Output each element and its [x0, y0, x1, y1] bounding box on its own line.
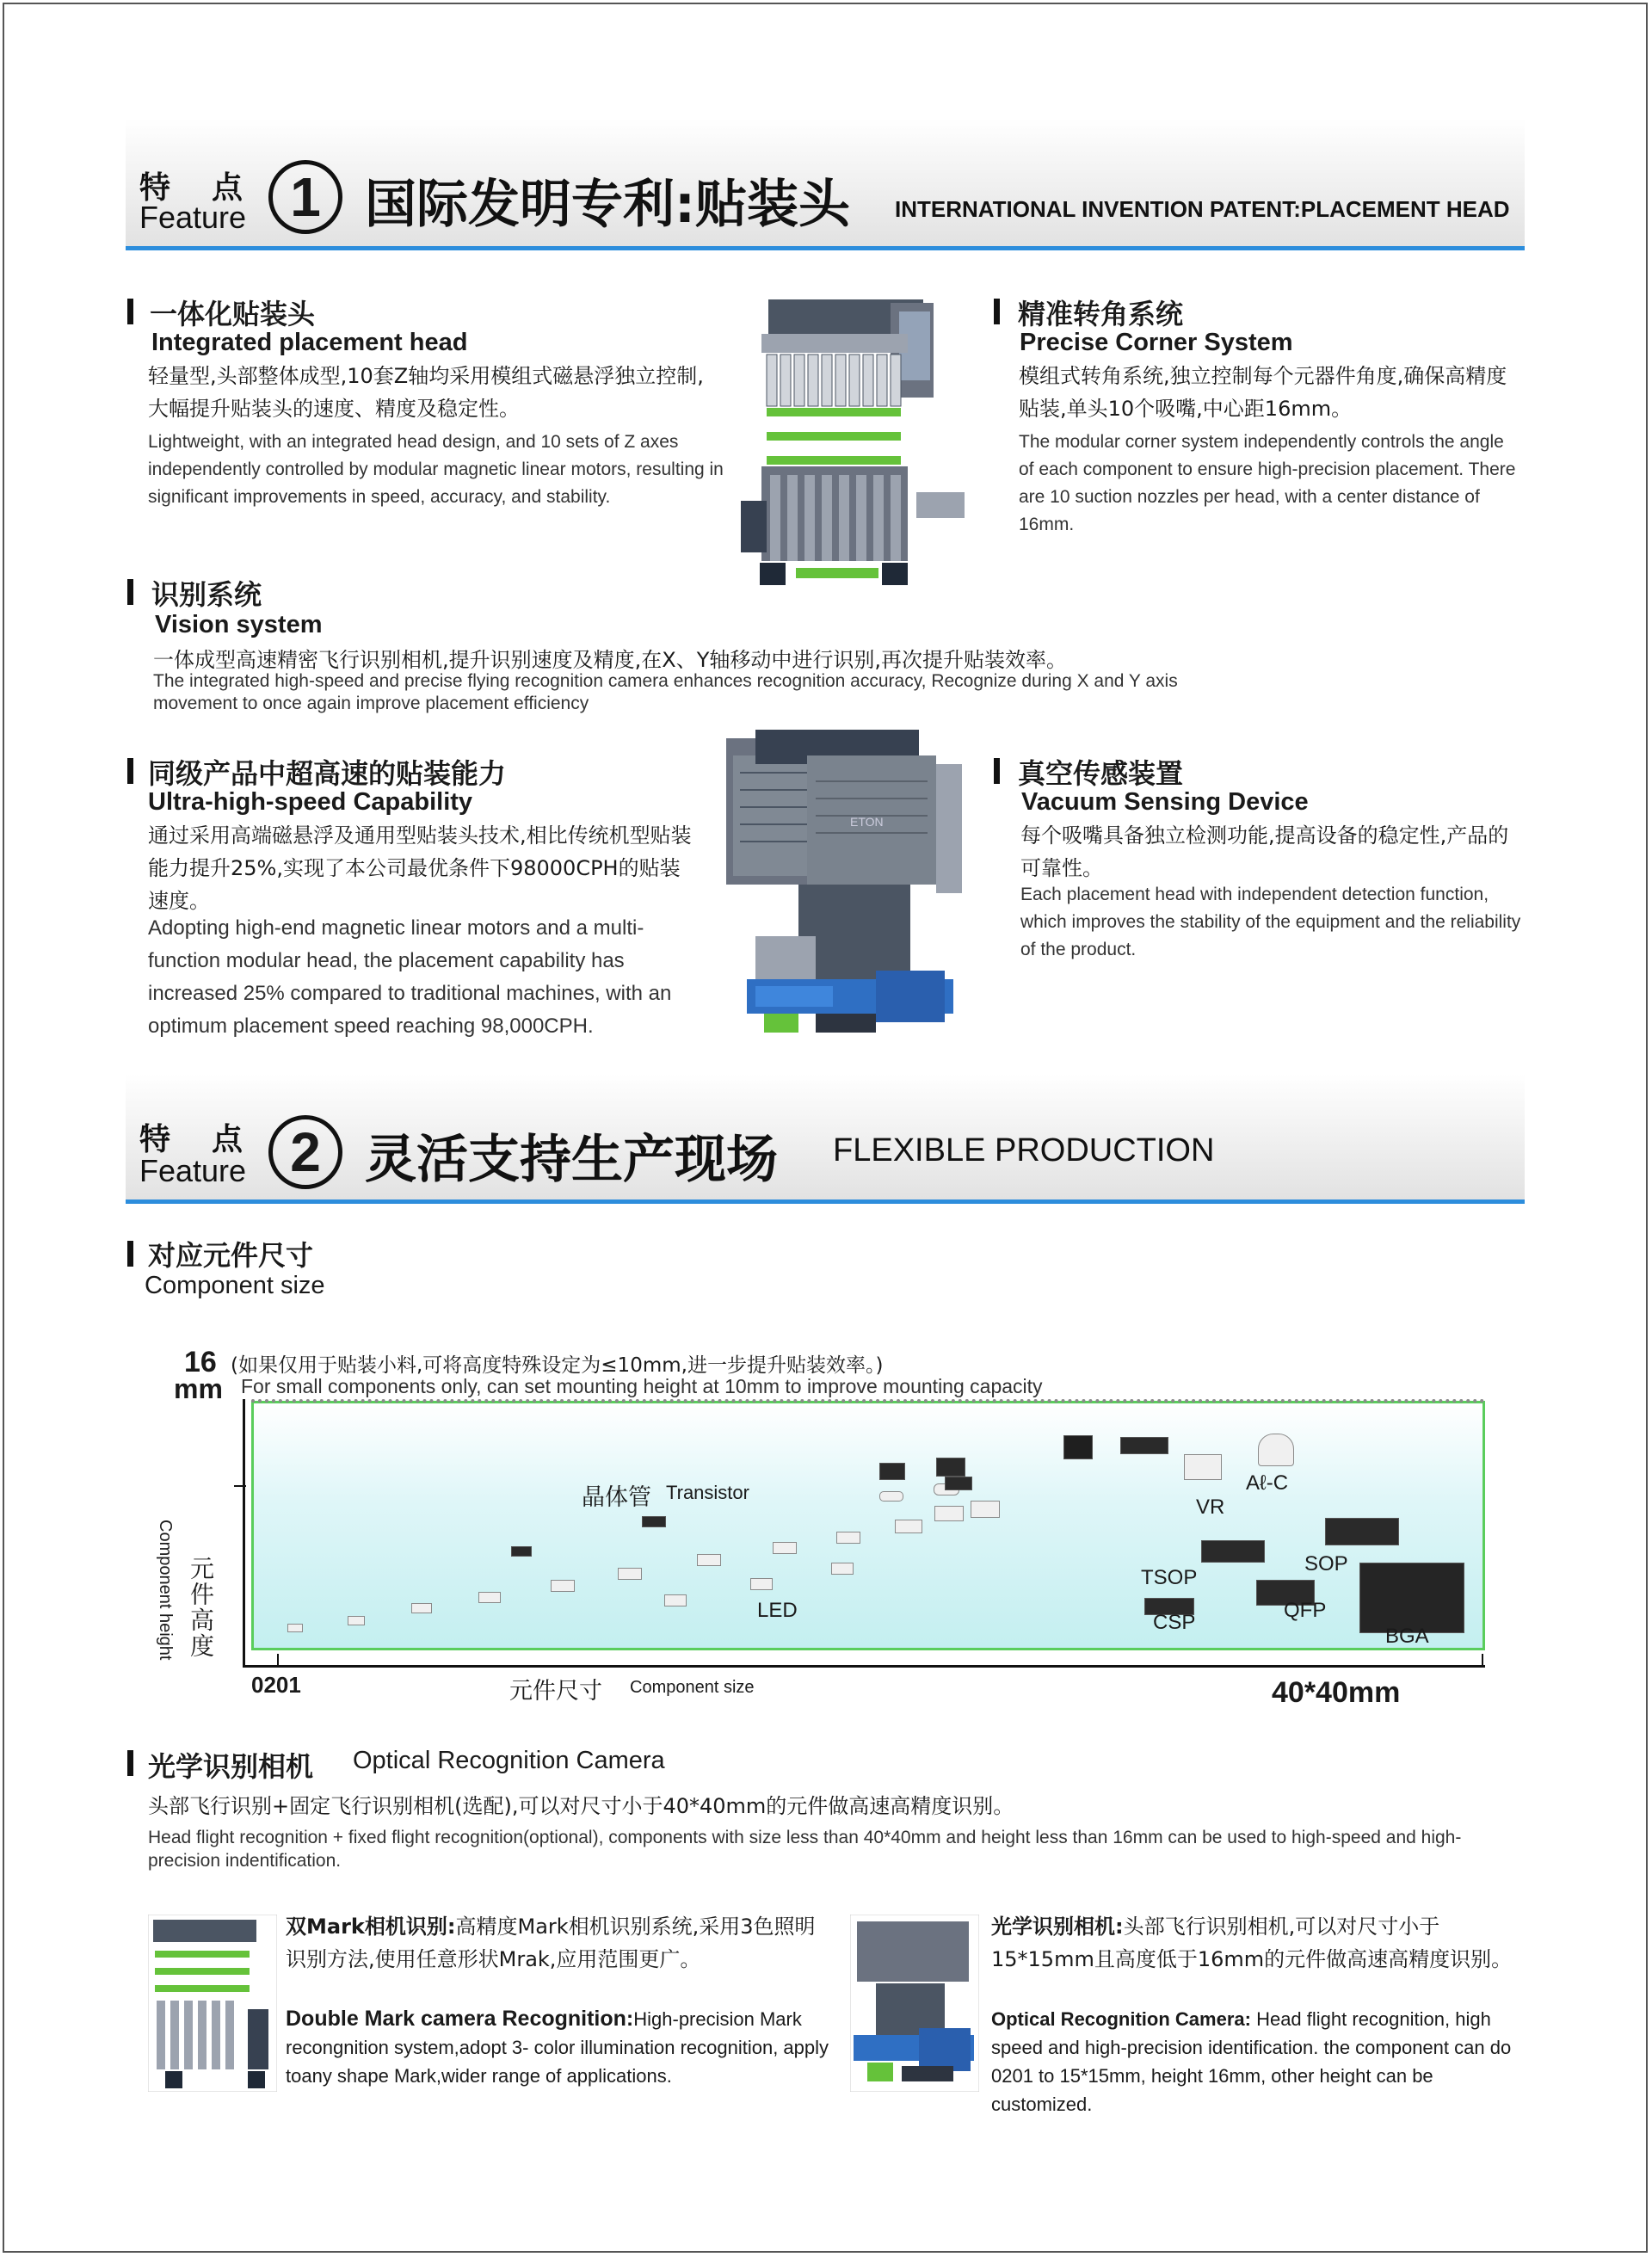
double-mark-body-en: High-precision Mark recongnition system,adopt 3- color illumination recognition, apply toany shape Mark,wider range of applications. — [286, 2008, 829, 2087]
section-marker — [994, 758, 1000, 784]
chip-large — [971, 1501, 1000, 1518]
x-max-label: 40*40mm — [1272, 1676, 1401, 1709]
section-marker — [127, 299, 133, 324]
sop-label: SOP — [1304, 1552, 1348, 1576]
section-marker — [127, 1241, 133, 1267]
feature2-number: 2 — [268, 1115, 342, 1189]
optical-cam-text-en — [991, 2005, 1525, 2118]
double-mark-title-en: Double Mark camera Recognition: — [286, 2007, 634, 2031]
optical-title-en: Optical Recognition Camera — [353, 1747, 665, 1774]
integrated-body-en: Lightweight, with an integrated head design, and 10 sets of Z axes independently controlled by modular magnetic linear motors, resulting in significant improvements in speed, accuracy, and stability. — [148, 432, 724, 507]
component-size-title-en: Component size — [145, 1272, 325, 1299]
optical-cam-title-cn: 光学识别相机: — [991, 1915, 1124, 1939]
x-axis-tick-min — [277, 1654, 279, 1668]
feature2-title-en: FLEXIBLE PRODUCTION — [833, 1132, 1215, 1169]
x-axis — [243, 1665, 1485, 1668]
component-size-title-cn: 对应元件尺寸 — [148, 1239, 314, 1272]
chip-0201 — [287, 1624, 303, 1632]
transistor-chip — [642, 1516, 666, 1527]
integrated-title-en: Integrated placement head — [151, 329, 468, 356]
transistor-chip — [511, 1546, 532, 1557]
vision-title-cn: 识别系统 — [151, 578, 262, 611]
optical-cam-body-cn: 头部飞行识别相机,可以对尺寸小于15*15mm且高度低于16mm的元件做高速高精度识别。 — [991, 1915, 1513, 1971]
vr-component — [1184, 1454, 1222, 1480]
corner-body-cn: 模组式转角系统,独立控制每个元器件角度,确保高精度贴装,单头10个吸嘴,中心距16mm。 — [1019, 364, 1507, 421]
height-value: 16 — [184, 1346, 217, 1378]
double-mark-title-cn: 双Mark相机识别: — [286, 1915, 456, 1939]
x-label-en: Component size — [630, 1678, 755, 1697]
chip-1210 — [618, 1568, 642, 1580]
y-axis-tick — [234, 1485, 246, 1487]
placement-head-image — [736, 294, 968, 606]
tsop-label: TSOP — [1141, 1566, 1198, 1589]
vacuum-body-cn: 每个吸嘴具备独立检测功能,提高设备的稳定性,产品的可靠性。 — [1020, 823, 1509, 880]
corner-title-cn: 精准转角系统 — [1018, 298, 1184, 330]
integrated-title-cn: 一体化贴装头 — [150, 298, 316, 330]
feature2-title-cn: 灵活支持生产现场 — [365, 1130, 778, 1190]
optical-cam-title-en: Optical Recognition Camera: — [991, 2008, 1251, 2030]
tsop-chip — [1201, 1540, 1265, 1563]
x-axis-tick-max — [1482, 1654, 1483, 1668]
x-min-label: 0201 — [251, 1672, 301, 1698]
optical-cam-body-en: Head flight recognition, high speed and high-precision identification. the component can do 0201 to 15*15mm, height 16mm, other height can be customized. — [991, 2008, 1512, 2115]
chip-1206 — [551, 1580, 575, 1592]
corner-title-en: Precise Corner System — [1020, 329, 1293, 356]
feature1-number: 1 — [268, 160, 342, 234]
sop-chip — [1325, 1518, 1399, 1545]
connector — [1120, 1437, 1168, 1454]
x-label-cn: 元件尺寸 — [509, 1678, 602, 1705]
section-marker — [127, 579, 133, 605]
chip-large — [895, 1520, 922, 1533]
led-chip — [831, 1563, 854, 1575]
placement-machine-image — [721, 721, 979, 1038]
speed-title-en: Ultra-high-speed Capability — [148, 788, 473, 816]
height-unit: mm — [174, 1373, 223, 1404]
speed-title-cn: 同级产品中超高速的贴装能力 — [148, 757, 507, 790]
y-label-cn: 元件高度 — [187, 1556, 215, 1659]
section-marker — [127, 1750, 133, 1776]
section-marker — [127, 758, 133, 784]
speed-body-cn: 通过采用高端磁悬浮及通用型贴装头技术,相比传统机型贴装能力提升25%,实现了本公司最优条件下98000CPH的贴装速度。 — [148, 823, 692, 913]
chip-0402 — [348, 1616, 365, 1625]
qfp-label: QFP — [1284, 1599, 1327, 1622]
electrolytic-cap — [1063, 1435, 1093, 1459]
led-chip — [750, 1578, 773, 1590]
transistor-label-cn: 晶体管 — [582, 1484, 651, 1510]
bga-chip — [1359, 1563, 1464, 1633]
feature2-label-en: Feature — [139, 1153, 247, 1188]
vacuum-title-en: Vacuum Sensing Device — [1021, 788, 1309, 816]
vision-title-en: Vision system — [155, 611, 323, 638]
optical-cam-text-cn — [991, 1910, 1516, 1976]
corner-body-en: The modular corner system independently controls the angle of each component to ensure high-precision placement. There are 10 suction nozzles per head, with a center distance of 16mm. — [1019, 432, 1516, 534]
height-limit-line — [251, 1399, 1485, 1403]
vision-body-cn: 一体成型高速精密飞行识别相机,提升识别速度及精度,在X、Y轴移动中进行识别,再次提升贴装效率。 — [153, 648, 1067, 672]
double-mark-text-en — [286, 2005, 836, 2090]
feature1-title-cn: 国际发明专利:贴装头 — [365, 175, 850, 235]
double-mark-body-cn: 高精度Mark相机识别系统,采用3色照明识别方法,使用任意形状Mrak,应用范围更广。 — [286, 1915, 816, 1971]
vision-body-en: The integrated high-speed and precise flying recognition camera enhances recognition accuracy, Recognize during X and Y axis movement to once again improve placement efficiency — [153, 671, 1178, 713]
transistor-label-en: Transistor — [666, 1482, 749, 1503]
alc-label: Aℓ-C — [1246, 1471, 1289, 1495]
chip-1812 — [697, 1554, 721, 1566]
y-label-en: Component height — [156, 1520, 175, 1661]
chip-large — [934, 1506, 964, 1521]
vr-label: VR — [1196, 1495, 1225, 1519]
optical-camera-image — [850, 1915, 979, 2092]
dpak — [945, 1477, 972, 1490]
y-axis — [243, 1399, 245, 1668]
alc-capacitor — [1258, 1434, 1294, 1466]
speed-body-en: Adopting high-end magnetic linear motors and a multi-function modular head, the placement capability has increased 25% compared to traditional machines, with an optimum placement speed reaching 98,000CPH. — [148, 916, 672, 1038]
optical-body-cn: 头部飞行识别+固定飞行识别相机(选配),可以对尺寸小于40*40mm的元件做高速高精度识别。 — [148, 1794, 1014, 1818]
dpak — [879, 1463, 905, 1480]
feature1-label-en: Feature — [139, 200, 247, 235]
chip-2010 — [773, 1542, 797, 1554]
led-label: LED — [757, 1599, 798, 1622]
optical-body-en: Head flight recognition + fixed flight recognition(optional), components with size less than 40*40mm and height less than 16mm can be used to high-speed and high-precision indentification. — [148, 1828, 1462, 1871]
bga-label: BGA — [1385, 1625, 1429, 1648]
feature1-label-cn: 特点 — [139, 170, 285, 206]
double-mark-image — [148, 1915, 277, 2092]
feature1-title-en: INTERNATIONAL INVENTION PATENT:PLACEMENT HEAD — [895, 196, 1510, 222]
chip-0805 — [478, 1592, 501, 1603]
machine-logo: ETON — [850, 815, 884, 829]
height-note-cn: (如果仅用于贴装小料,可将高度特殊设定为≤10mm,进一步提升贴装效率。) — [231, 1354, 884, 1377]
integrated-body-cn: 轻量型,头部整体成型,10套Z轴均采用模组式磁悬浮独立控制,大幅提升贴装头的速度、精度及稳定性。 — [148, 364, 704, 421]
vacuum-title-cn: 真空传感装置 — [1018, 757, 1184, 790]
height-note-en: For small components only, can set mounting height at 10mm to improve mounting capacity — [241, 1375, 1043, 1397]
double-mark-text-cn — [286, 1910, 828, 1976]
section-marker — [994, 299, 1000, 324]
dpak — [936, 1458, 965, 1477]
chip-2512 — [836, 1532, 860, 1544]
optical-title-cn: 光学识别相机 — [148, 1750, 314, 1783]
feature2-label-cn: 特点 — [139, 1122, 285, 1157]
chip-0603 — [411, 1603, 432, 1613]
led-chip — [664, 1594, 687, 1606]
vacuum-body-en: Each placement head with independent detection function, which improves the stability of the equipment and the reliability of the product. — [1020, 885, 1521, 959]
diode — [879, 1491, 903, 1502]
csp-label: CSP — [1153, 1611, 1196, 1634]
